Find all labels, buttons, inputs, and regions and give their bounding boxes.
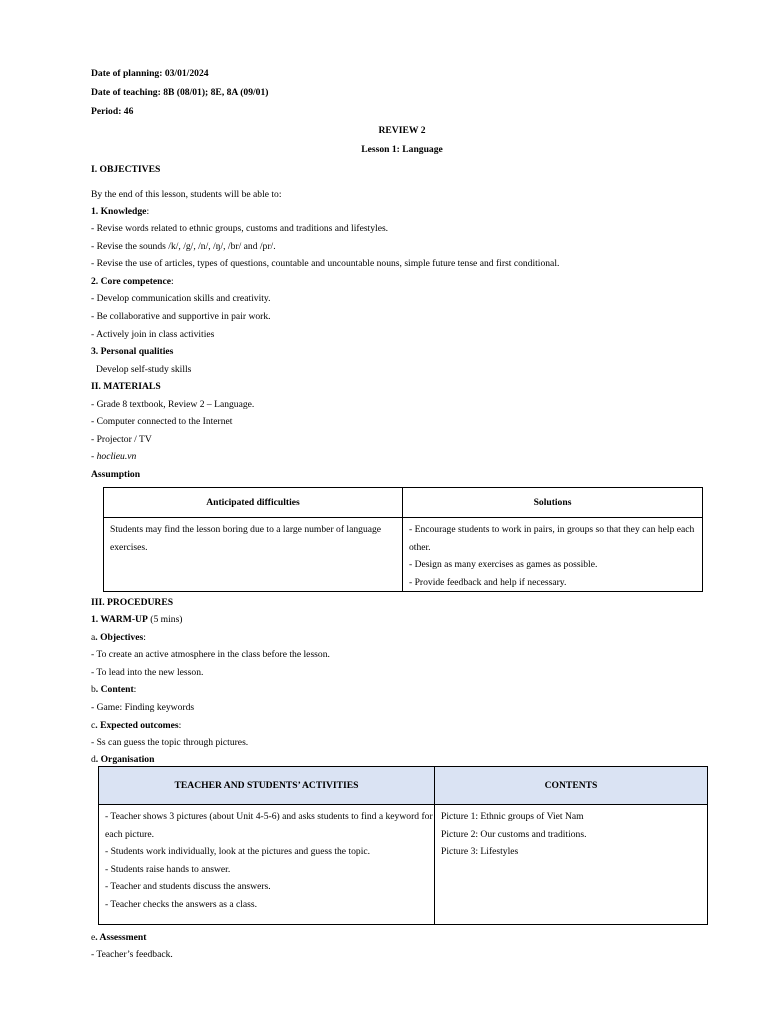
warmup-heading	[91, 614, 183, 626]
core-competence-heading	[91, 276, 174, 288]
personal-qualities-heading: 3. Personal qualities	[91, 346, 174, 357]
date-of-teaching-value: : 8B (08/01); 8E, 8A (09/01)	[157, 87, 269, 98]
knowledge-heading-text: 1. Knowledge	[91, 206, 147, 217]
materials-item-link	[91, 451, 136, 463]
assumption-table	[103, 487, 703, 592]
period-label: Period	[91, 106, 119, 117]
period-value: : 46	[118, 106, 134, 117]
knowledge-item: - Revise the use of articles, types of questions, countable and uncountable nouns, simple future tense and first conditional.	[91, 258, 560, 269]
subheading-colon: :	[178, 720, 182, 731]
cell-line: - Teacher and students discuss the answers.	[105, 881, 271, 892]
anticipated-difficulties-cell	[104, 518, 403, 592]
cell-line: Picture 3: Lifestyles	[441, 846, 519, 857]
lesson-subtitle: Lesson 1: Language	[361, 144, 443, 155]
subheading-colon: :	[143, 632, 146, 643]
cell-line: Picture 2: Our customs and traditions.	[441, 828, 587, 840]
materials-item: - Grade 8 textbook, Review 2 – Language.	[91, 399, 255, 410]
materials-heading: II. MATERIALS	[91, 381, 161, 392]
subheading-letter: c	[91, 720, 96, 731]
knowledge-item: - Revise words related to ethnic groups, customs and traditions and lifestyles.	[91, 223, 389, 234]
knowledge-heading	[91, 206, 149, 218]
subheading-text: . Content	[95, 684, 134, 695]
assumption-heading: Assumption	[91, 469, 141, 480]
materials-item: - Projector / TV	[91, 434, 152, 445]
cell-line: - Students raise hands to answer.	[105, 863, 231, 875]
objectives-heading: I. OBJECTIVES	[91, 164, 161, 175]
cell-line: Students may find the lesson boring due to a large number of language	[110, 524, 382, 535]
subheading-text: . Objectives	[95, 632, 144, 643]
procedures-heading: III. PROCEDURES	[91, 597, 174, 608]
activities-header: TEACHER AND STUDENTS’ ACTIVITIES	[99, 767, 435, 805]
objectives-intro: By the end of this lesson, students will be able to:	[91, 189, 282, 200]
subheading-text: . Expected outcomes	[95, 720, 179, 731]
solutions-header: Solutions	[403, 488, 703, 518]
warmup-heading-text: 1. WARM-UP	[91, 614, 148, 625]
subheading-colon: :	[133, 684, 137, 695]
objectives-item: - To lead into the new lesson.	[91, 667, 204, 678]
assessment-item: - Teacher’s feedback.	[91, 949, 173, 960]
subheading-letter: d	[91, 754, 96, 765]
cell-line: each picture.	[105, 828, 155, 840]
expected-outcomes-item: - Ss can guess the topic through pictures.	[91, 737, 249, 748]
cell-line: - Design as many exercises as games as possible.	[409, 559, 598, 570]
cell-line: - Teacher checks the answers as a class.	[105, 898, 258, 910]
core-competence-heading-colon: :	[171, 276, 174, 287]
content-item: - Game: Finding keywords	[91, 702, 195, 713]
period	[91, 106, 133, 118]
core-competence-item: - Develop communication skills and creativity.	[91, 293, 271, 304]
cell-line: exercises.	[110, 541, 148, 553]
assessment-subheading	[91, 932, 146, 944]
date-of-teaching	[91, 87, 268, 99]
materials-link-prefix: -	[91, 451, 97, 462]
contents-cell	[435, 805, 708, 925]
cell-line: - Provide feedback and help if necessary.	[409, 576, 567, 588]
date-of-planning	[91, 68, 209, 80]
cell-line: Picture 1: Ethnic groups of Viet Nam	[441, 811, 584, 822]
materials-link-text[interactable]: hoclieu.vn	[96, 451, 137, 462]
date-of-planning-value: : 03/01/2024	[159, 68, 209, 79]
cell-line: - Encourage students to work in pairs, in groups so that they can help each	[409, 524, 695, 535]
subheading-text: . Assessment	[95, 932, 147, 943]
warmup-duration: (5 mins)	[147, 614, 183, 625]
core-competence-heading-text: 2. Core competence	[91, 276, 172, 287]
assumption-table-row	[104, 518, 703, 592]
organisation-subheading	[91, 754, 154, 766]
date-of-planning-label: Date of planning	[91, 68, 160, 79]
subheading-letter: e	[91, 932, 96, 943]
date-of-teaching-label: Date of teaching	[91, 87, 158, 98]
core-competence-item: - Actively join in class activities	[91, 329, 215, 340]
knowledge-heading-colon: :	[146, 206, 150, 217]
contents-header: CONTENTS	[435, 767, 708, 805]
cell-line: other.	[409, 541, 431, 553]
objectives-item: - To create an active atmosphere in the class before the lesson.	[91, 649, 330, 660]
content-subheading	[91, 684, 136, 696]
subheading-text: . Organisation	[95, 754, 155, 765]
core-competence-item: - Be collaborative and supportive in pair work.	[91, 311, 271, 322]
anticipated-difficulties-header: Anticipated difficulties	[104, 488, 403, 518]
organisation-table-row	[99, 805, 708, 925]
document-title: REVIEW 2	[378, 125, 426, 136]
organisation-table-header-row	[99, 767, 708, 805]
subheading-letter: a	[91, 632, 96, 643]
knowledge-item: - Revise the sounds /k/, /g/, /n/, /ŋ/, /br/ and /pr/.	[91, 241, 276, 252]
objectives-subheading	[91, 632, 146, 644]
personal-qualities-item: Develop self-study skills	[96, 364, 192, 375]
activities-cell	[99, 805, 435, 925]
subheading-letter: b	[91, 684, 96, 695]
solutions-cell	[403, 518, 703, 592]
cell-line: - Teacher shows 3 pictures (about Unit 4-5-6) and asks students to find a keyword for	[105, 811, 433, 822]
expected-outcomes-subheading	[91, 720, 181, 732]
organisation-table	[98, 766, 708, 925]
cell-line: - Students work individually, look at the pictures and guess the topic.	[105, 846, 371, 857]
assumption-table-header-row	[104, 488, 703, 518]
materials-item: - Computer connected to the Internet	[91, 416, 233, 427]
